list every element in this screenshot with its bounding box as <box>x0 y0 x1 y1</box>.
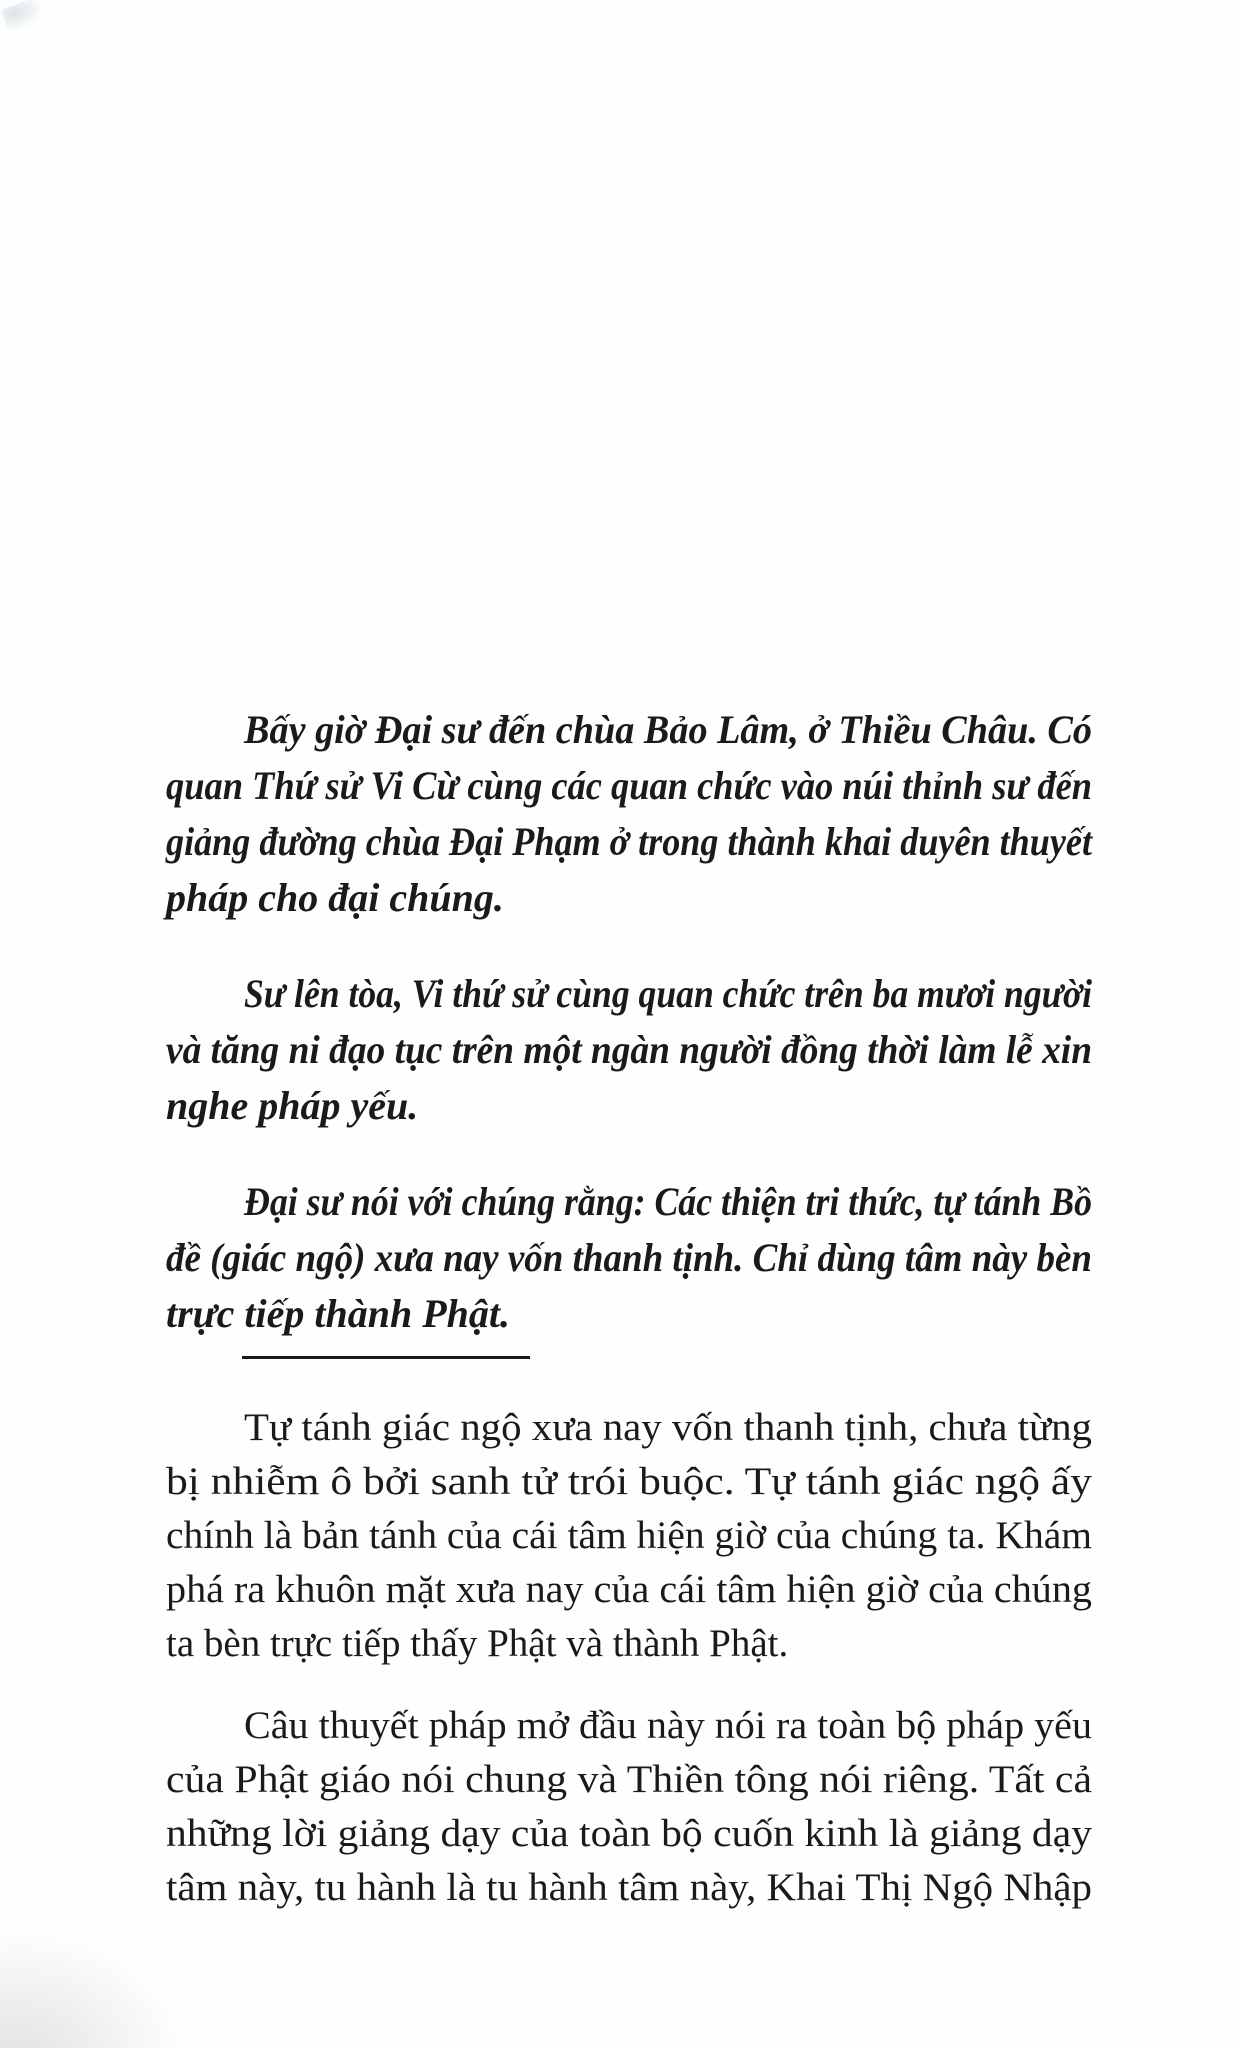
text-line <box>166 1230 1092 1286</box>
text-line <box>166 1078 1092 1134</box>
text-line <box>166 1509 1092 1563</box>
text-line-content: trực tiếp thành Phật. <box>166 1291 511 1336</box>
text-line-content: pháp cho đại chúng. <box>166 875 504 920</box>
text-line-content: chính là bản tánh của cái tâm hiện giờ của chúng ta. Khám <box>166 1514 1092 1557</box>
text-line <box>166 1401 1092 1455</box>
text-line-content: Tự tánh giác ngộ xưa nay vốn thanh tịnh, chưa từng <box>244 1406 1092 1449</box>
paragraph <box>166 1699 1092 1915</box>
text-line <box>166 702 1092 758</box>
text-line-content: và tăng ni đạo tục trên một ngàn người đồng thời làm lễ xin <box>166 1027 1092 1072</box>
text-line <box>166 758 1092 814</box>
text-line <box>166 1861 1092 1915</box>
text-line-content: những lời giảng dạy của toàn bộ cuốn kinh là giảng dạy <box>166 1812 1092 1855</box>
text-line <box>166 1563 1092 1617</box>
commentary-section <box>166 1401 1092 1915</box>
text-line <box>166 1617 1092 1671</box>
paragraph <box>166 1174 1092 1342</box>
text-line <box>166 1455 1092 1509</box>
text-line-content: Bấy giờ Đại sư đến chùa Bảo Lâm, ở Thiều Châu. Có <box>244 707 1092 752</box>
text-line <box>166 1699 1092 1753</box>
text-line-content: giảng đường chùa Đại Phạm ở trong thành khai duyên thuyết <box>166 819 1092 864</box>
scan-artifact-bottom-left <box>0 1918 200 2048</box>
text-line <box>166 966 1092 1022</box>
text-line-content: nghe pháp yếu. <box>166 1083 419 1128</box>
text-line-content: Câu thuyết pháp mở đầu này nói ra toàn bộ pháp yếu <box>244 1704 1092 1747</box>
paragraph <box>166 702 1092 926</box>
sutra-quote-section <box>166 702 1092 1342</box>
text-line <box>166 1022 1092 1078</box>
text-line-content: của Phật giáo nói chung và Thiền tông nói riêng. Tất cả <box>166 1758 1092 1801</box>
text-line <box>166 814 1092 870</box>
text-line-content: đề (giác ngộ) xưa nay vốn thanh tịnh. Chỉ dùng tâm này bèn <box>166 1235 1092 1280</box>
text-line-content: tâm này, tu hành là tu hành tâm này, Khai Thị Ngộ Nhập <box>166 1866 1092 1909</box>
paragraph <box>166 1401 1092 1671</box>
section-divider <box>242 1356 530 1359</box>
text-line-content: ta bèn trực tiếp thấy Phật và thành Phật. <box>166 1622 789 1665</box>
text-line <box>166 1807 1092 1861</box>
text-line <box>166 1753 1092 1807</box>
text-line-content: Sư lên tòa, Vi thứ sử cùng quan chức trên ba mươi người <box>244 971 1092 1016</box>
text-block <box>166 702 1092 1915</box>
text-line-content: phá ra khuôn mặt xưa nay của cái tâm hiện giờ của chúng <box>166 1568 1092 1611</box>
text-line <box>166 1286 1092 1342</box>
paragraph <box>166 966 1092 1134</box>
scan-artifact-top-left <box>1 0 49 34</box>
text-line-content: bị nhiễm ô bởi sanh tử trói buộc. Tự tánh giác ngộ ấy <box>166 1460 1092 1503</box>
text-line-content: Đại sư nói với chúng rằng: Các thiện tri thức, tự tánh Bồ <box>244 1179 1092 1224</box>
text-line <box>166 870 1092 926</box>
text-line <box>166 1174 1092 1230</box>
text-line-content: quan Thứ sử Vi Cừ cùng các quan chức vào núi thỉnh sư đến <box>166 763 1092 808</box>
